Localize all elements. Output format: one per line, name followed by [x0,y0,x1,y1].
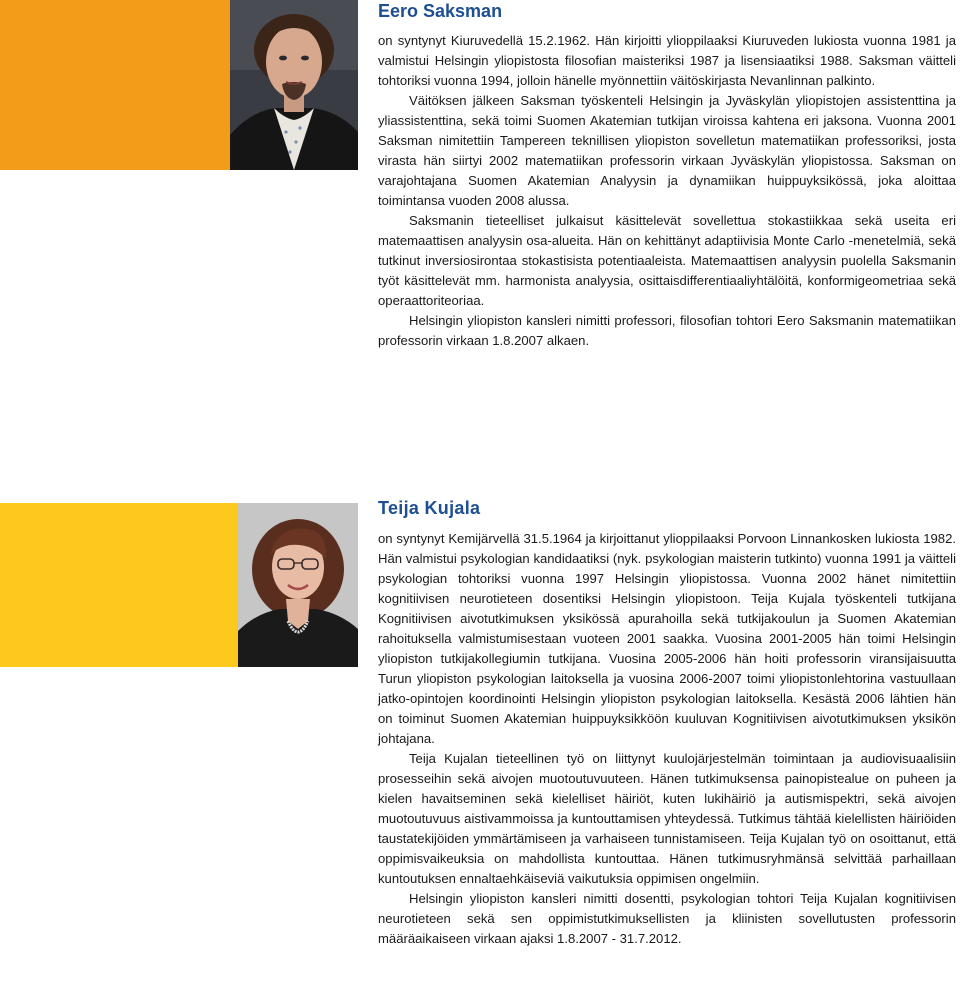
bio-paragraph: Väitöksen jälkeen Saksman työskenteli Helsingin ja Jyväskylän yliopistojen assistenttina ja yliassistenttina, sekä toimi Suomen Akatemian tutkijan viroissa kahtena eri jaksona. Vuonna 2001 Saksman nimitettiin Tampereen teknillisen yliopiston sovelletun matematiikan professoriksi, josta virasta hän siirtyi 2002 matematiikan professorin virkaan Jyväskylän yliopistossa. Saksman on varajohtajana Suomen Akatemian Analyysin ja dynamiikan huippuyksikössä, joka aloittaa toimintansa vuoden 2008 alussa. [378,93,956,208]
profile-teija-kujala [378,497,956,949]
profile-name: Teija Kujala [378,498,481,518]
profile-eero-saksman [378,0,956,351]
portrait-photo-eero-saksman [230,0,358,170]
bio-paragraph: on syntynyt Kemijärvellä 31.5.1964 ja kirjoittanut ylioppilaaksi Porvoon Linnankosken lukiosta 1982. Hän valmistui psykologian kandidaatiksi (nyk. psykologian maisterin tutkinto) vuonna 1991 ja väitteli psykologian tohtoriksi vuonna 1997 Helsingin yliopistossa. Vuonna 2002 hänet nimitettiin kognitiivisen neurotieteen dosentiksi Helsingin yliopistoon. Teija Kujala työskenteli tutkijana Kognitiivisen aivotutkimuksen yksikössä apurahoilla sekä tutkijakoulun ja Suomen Akatemian rahoituksella valmistumisestaan vuoteen 2001 saakka. Vuosina 2001-2005 hän toimi Helsingin yliopiston tutkijakollegiumin tutkijana. Vuosina 2005-2006 hän hoiti professorin viransijaisuutta Turun yliopiston psykologian laitoksella ja vuosina 2006-2007 toimi yliopistonlehtorina vastuullaan jatko-opintojen koordinointi Helsingin yliopiston psykologian laitoksella. Kesästä 2006 lähtien hän on toiminut Suomen Akatemian huippuyksikköön kuuluvan Kognitiivisen aivotutkimuksen yksikön johtajana. [378,531,956,746]
portrait-photo-teija-kujala [238,503,358,667]
profile-name: Eero Saksman [378,1,503,21]
bio-paragraph: Teija Kujalan tieteellinen työ on liittynyt kuulojärjestelmän toimintaan ja audiovisuaalisiin prosesseihin sekä aivojen muotoutuvuuteen. Hänen tutkimuksensa painopistealue on puheen ja kielen havaitseminen sekä kielelliset häiriöt, kuten lukihäiriö ja autismispektri, sekä aivojen muotoutuvuus aistivammoissa ja kuntouttamisen yhteydessä. Tutkimus tähtää kielellisten häiriöiden taustatekijöiden ymmärtämiseen ja varhaiseen tunnistamiseen. Teija Kujalan työ on osoittanut, että oppimisvaikeuksia on mahdollista kuntouttaa. Hänen tutkimusryhmänsä selvittää parhaillaan kuntoutuksen ennaltaehkäiseviä vaikutuksia oppimisen ongelmiin. [378,751,956,886]
yellow-color-block [0,503,240,667]
bio-paragraph: Helsingin yliopiston kansleri nimitti professori, filosofian tohtori Eero Saksmanin matematiikan professorin virkaan 1.8.2007 alkaen. [378,313,956,348]
orange-color-block [0,0,230,170]
bio-paragraph: on syntynyt Kiuruvedellä 15.2.1962. Hän kirjoitti ylioppilaaksi Kiuruveden lukiosta vuonna 1981 ja valmistui Helsingin yliopistosta filosofian maisteriksi 1987 ja lisensiaatiksi 1988. Saksman väitteli tohtoriksi vuonna 1994, jolloin hänelle myönnettiin väitöskirjasta Nevanlinnan palkinto. [378,33,956,88]
bio-paragraph: Helsingin yliopiston kansleri nimitti dosentti, psykologian tohtori Teija Kujalan kognitiivisen neurotieteen sekä sen oppimistutkimuksellisten ja kliinisten sovellutusten professorin määräaikaiseen virkaan ajaksi 1.8.2007 - 31.7.2012. [378,891,956,946]
bio-paragraph: Saksmanin tieteelliset julkaisut käsittelevät sovellettua stokastiikkaa sekä useita eri matemaattisen analyysin osa-alueita. Hän on kehittänyt adaptiivisia Monte Carlo -menetelmiä, sekä tutkinut inversiosirontaa stokastisista potentiaaleista. Matemaattisen analyysin puolella Saksmanin työt käsittelevät mm. harmonista analyysia, osittaisdifferentiaaliyhtälöitä, konformigeometriaa sekä operaattoriteoriaa. [378,213,956,308]
